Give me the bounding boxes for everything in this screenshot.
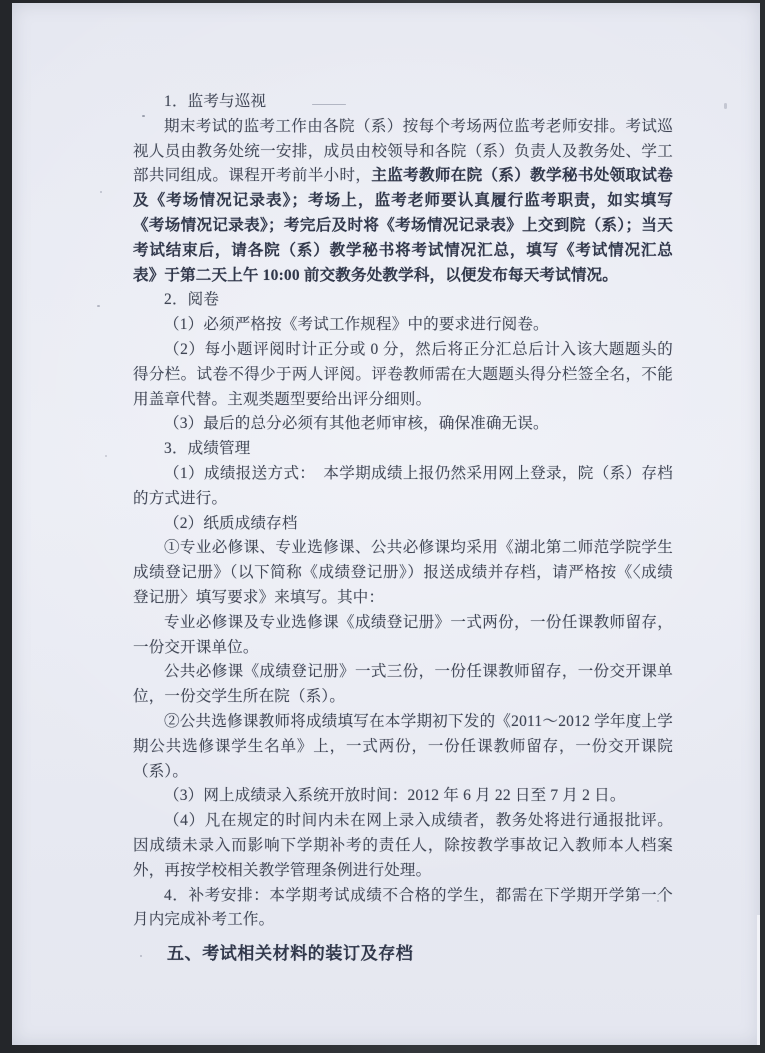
list-item [133,90,673,115]
text-run: 主监考教师在院（系）教学秘书处领取试卷及《考场情况记录表》；考场上，监考老师要认真履行监考职责，如实填写《考场情况记录表》；考完后及时将《考场情况记录表》上交到院（系）；当天考试结束后，请各院（系）教学秘书将考试情况汇总，填写《考试情况汇总表》于第二天上午 10:00 前交教务处教学科，以便发布每天考试情况。 [133,167,673,284]
section-heading [133,942,673,967]
scan-speckle [724,103,727,109]
paragraph [133,462,673,512]
text-run: 1．监考与巡视 [164,93,267,110]
paragraph [133,412,673,437]
paper-edge-highlight [757,915,760,1045]
text-run: （3）网上成绩录入系统开放时间：2012 年 6 月 22 日至 7 月 2 日。 [164,787,626,805]
text-run: （3）最后的总分必须有其他老师审核，确保准确无误。 [164,415,549,433]
paragraph [133,809,673,883]
scan-speckle [97,305,100,307]
text-run: （1）成绩报送方式： 本学期成绩上报仍然采用网上登录，院（系）存档的方式进行。 [133,464,673,507]
paragraph [133,784,673,809]
text-run: 3．成绩管理 [164,440,251,458]
text-run: 公共必修课《成绩登记册》一式三份，一份任课教师留存，一份交开课单位，一份交学生所在院（系）。 [133,663,673,706]
text-run: （2）每小题评阅时计正分或 0 分，然后将正分汇总后计入该大题题头的得分栏。试卷不得少于两人评阅。评卷教师需在大题题头得分栏签全名，不能用盖章代替。主观类题型要给出评分细则。 [133,340,673,408]
list-item [133,437,673,462]
list-item [133,288,673,313]
text-run: 五、考试相关材料的装订及存档 [167,944,414,964]
paragraph [133,512,673,537]
text-run: （1）必须严格按《考试工作规程》中的要求进行阅卷。 [164,316,549,334]
text-run: ①专业必修课、专业选修课、公共必修课均采用《湖北第二师范学院学生成绩登记册》（以下简称《成绩登记册》）报送成绩并存档，请严格按《〈成绩登记册〉填写要求》来填写。其中： [133,539,673,606]
text-run: ②公共选修课教师将成绩填写在本学期初下发的《2011～2012 学年度上学期公共选修课学生名单》上，一式两份，一份任课教师留存，一份交开课院（系）。 [133,712,673,780]
paragraph [133,115,673,289]
scan-speckle [100,191,102,193]
paragraph [133,313,673,338]
paragraph [133,660,673,710]
paragraph [133,710,673,784]
text-run: 2．阅卷 [164,291,220,309]
text-run: （2）纸质成绩存档 [164,514,298,532]
text-run: 专业必修课及专业选修课《成绩登记册》一式两份，一份任课教师留存，一份交开课单位。 [133,613,673,656]
text-run: （4）凡在规定的时间内未在网上录入成绩者，教务处将进行通报批评。因成绩未录入而影响下学期补考的责任人，除按教学事故记入教师本人档案外，再按学校相关教学管理条例进行处理。 [133,812,673,879]
text-run: 期末考试的监考工作由各院（系）按每个考场两位监考老师安排。考试巡视人员由教务处统一安排，成员由校领导和各院（系）负责人及教务处、学工部共同组成。课程开考前半小时， [133,117,673,185]
list-item [133,884,673,934]
paragraph [133,338,673,412]
document-text [133,90,673,967]
scan-speckle [105,455,107,457]
text-run: 4．补考安排：本学期考试成绩不合格的学生，都需在下学期开学第一个月内完成补考工作。 [133,886,673,929]
document-page [12,3,760,1045]
paragraph [133,611,673,661]
paragraph [133,536,673,610]
